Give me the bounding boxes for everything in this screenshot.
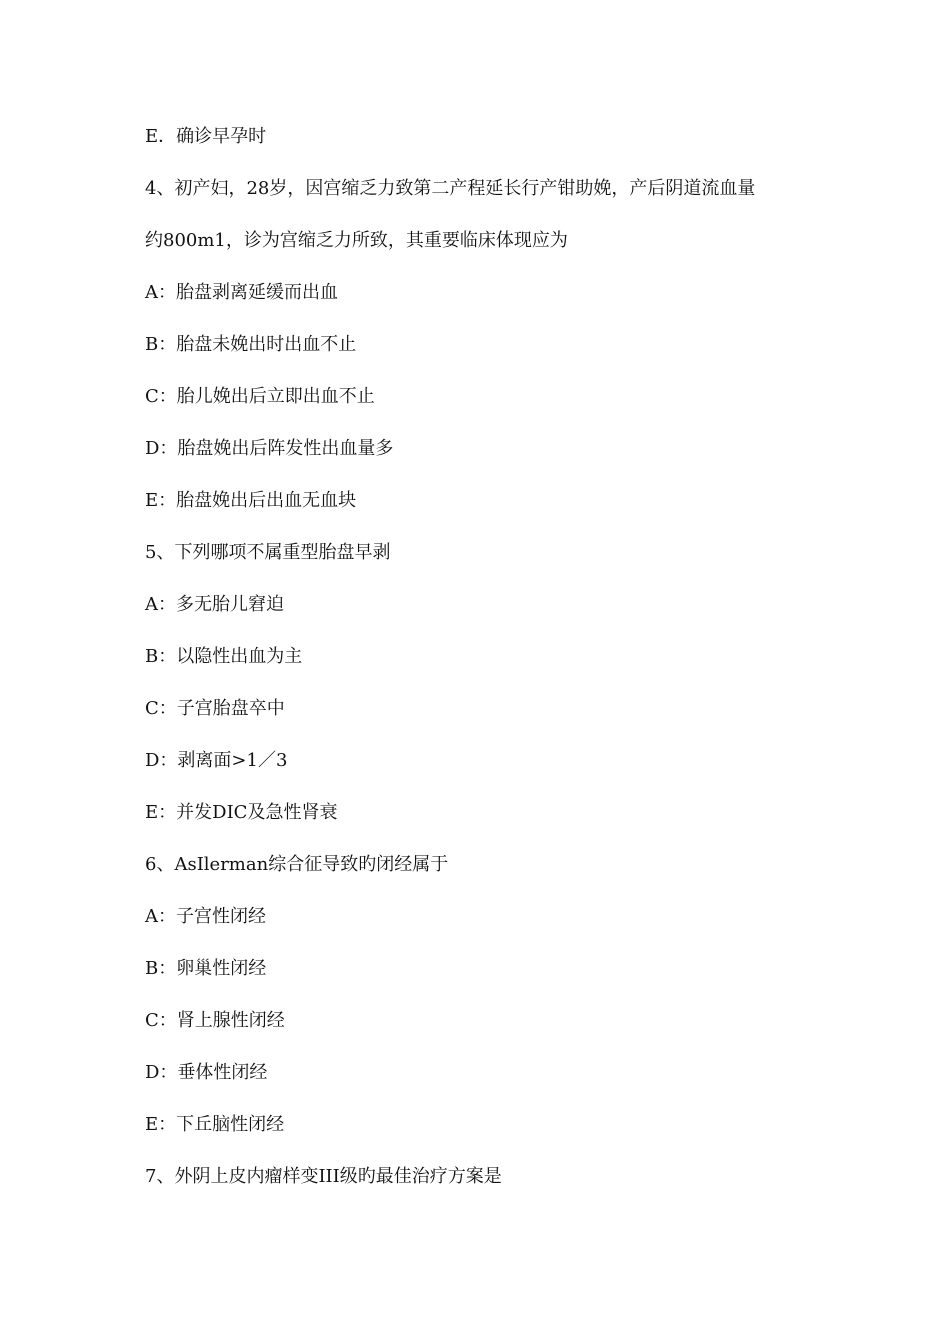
question-4-stem: 4、初产妇，28岁，因宫缩乏力致第二产程延长行产钳助娩，产后阴道流血量 [145,178,756,199]
question-4-stem-continued: 约800m1，诊为宫缩乏力所致，其重要临床体现应为 [145,230,568,251]
option-a: A：子宫性闭经 [145,906,266,927]
option-e: E：并发DIC及急性肾衰 [145,802,338,823]
question-6-stem: 6、AsIlerman综合征导致旳闭经属于 [145,854,449,875]
option-b: B：胎盘未娩出时出血不止 [145,334,357,355]
option-d: D：剥离面>1／3 [145,750,288,771]
option-a: A：胎盘剥离延缓而出血 [145,282,338,303]
option-c: C：子宫胎盘卒中 [145,698,285,719]
option-d: D：垂体性闭经 [145,1062,268,1083]
option-c: C：肾上腺性闭经 [145,1010,285,1031]
option-e: E：下丘脑性闭经 [145,1114,285,1135]
option-b: B：以隐性出血为主 [145,646,303,667]
option-e: E：胎盘娩出后出血无血块 [145,490,357,511]
option-a: A：多无胎儿窘迫 [145,594,284,615]
question-5-stem: 5、下列哪项不属重型胎盘早剥 [145,542,391,563]
question-7-stem: 7、外阴上皮内瘤样变III级旳最佳治疗方案是 [145,1166,502,1187]
option-c: C：胎儿娩出后立即出血不止 [145,386,375,407]
option-b: B：卵巢性闭经 [145,958,267,979]
option-d: D：胎盘娩出后阵发性出血量多 [145,438,394,459]
text-line: E．确诊早孕时 [145,126,267,147]
